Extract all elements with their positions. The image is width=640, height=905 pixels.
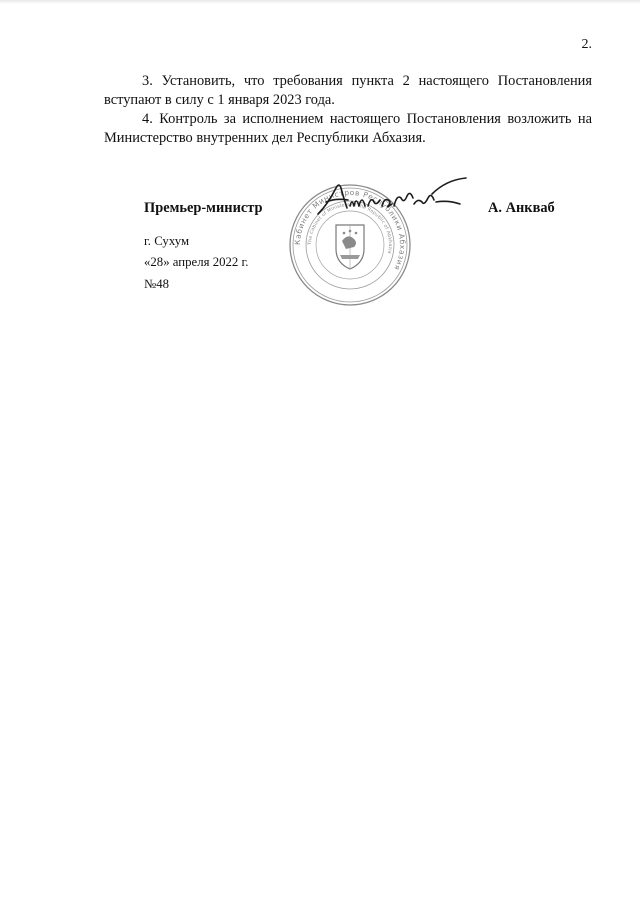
paragraph-3: 3. Установить, что требования пункта 2 настоящего Постановления вступают в силу с 1 января 2023 года. (104, 73, 592, 108)
document-date: «28» апреля 2022 г. (144, 255, 249, 269)
coat-of-arms-icon (336, 225, 364, 269)
page-number: 2. (581, 37, 592, 52)
paragraph-4: 4. Контроль за исполнением настоящего Постановления возложить на Министерство внутренних дел Республики Абхазия. (104, 111, 592, 146)
seal-outer-text: Кабинет Министров Республики Абхазия (292, 187, 408, 272)
document-city: г. Сухум (144, 234, 190, 248)
signatory-name: А. Анкваб (488, 200, 555, 216)
handwritten-signature (314, 174, 474, 218)
signatory-title: Премьер-министр (144, 200, 263, 216)
signature-text: Анкваб (314, 174, 318, 175)
seal-inner-text: The Cabinet of Ministers of the Republic of Abkhazia (307, 202, 393, 255)
document-number: №48 (144, 277, 170, 291)
